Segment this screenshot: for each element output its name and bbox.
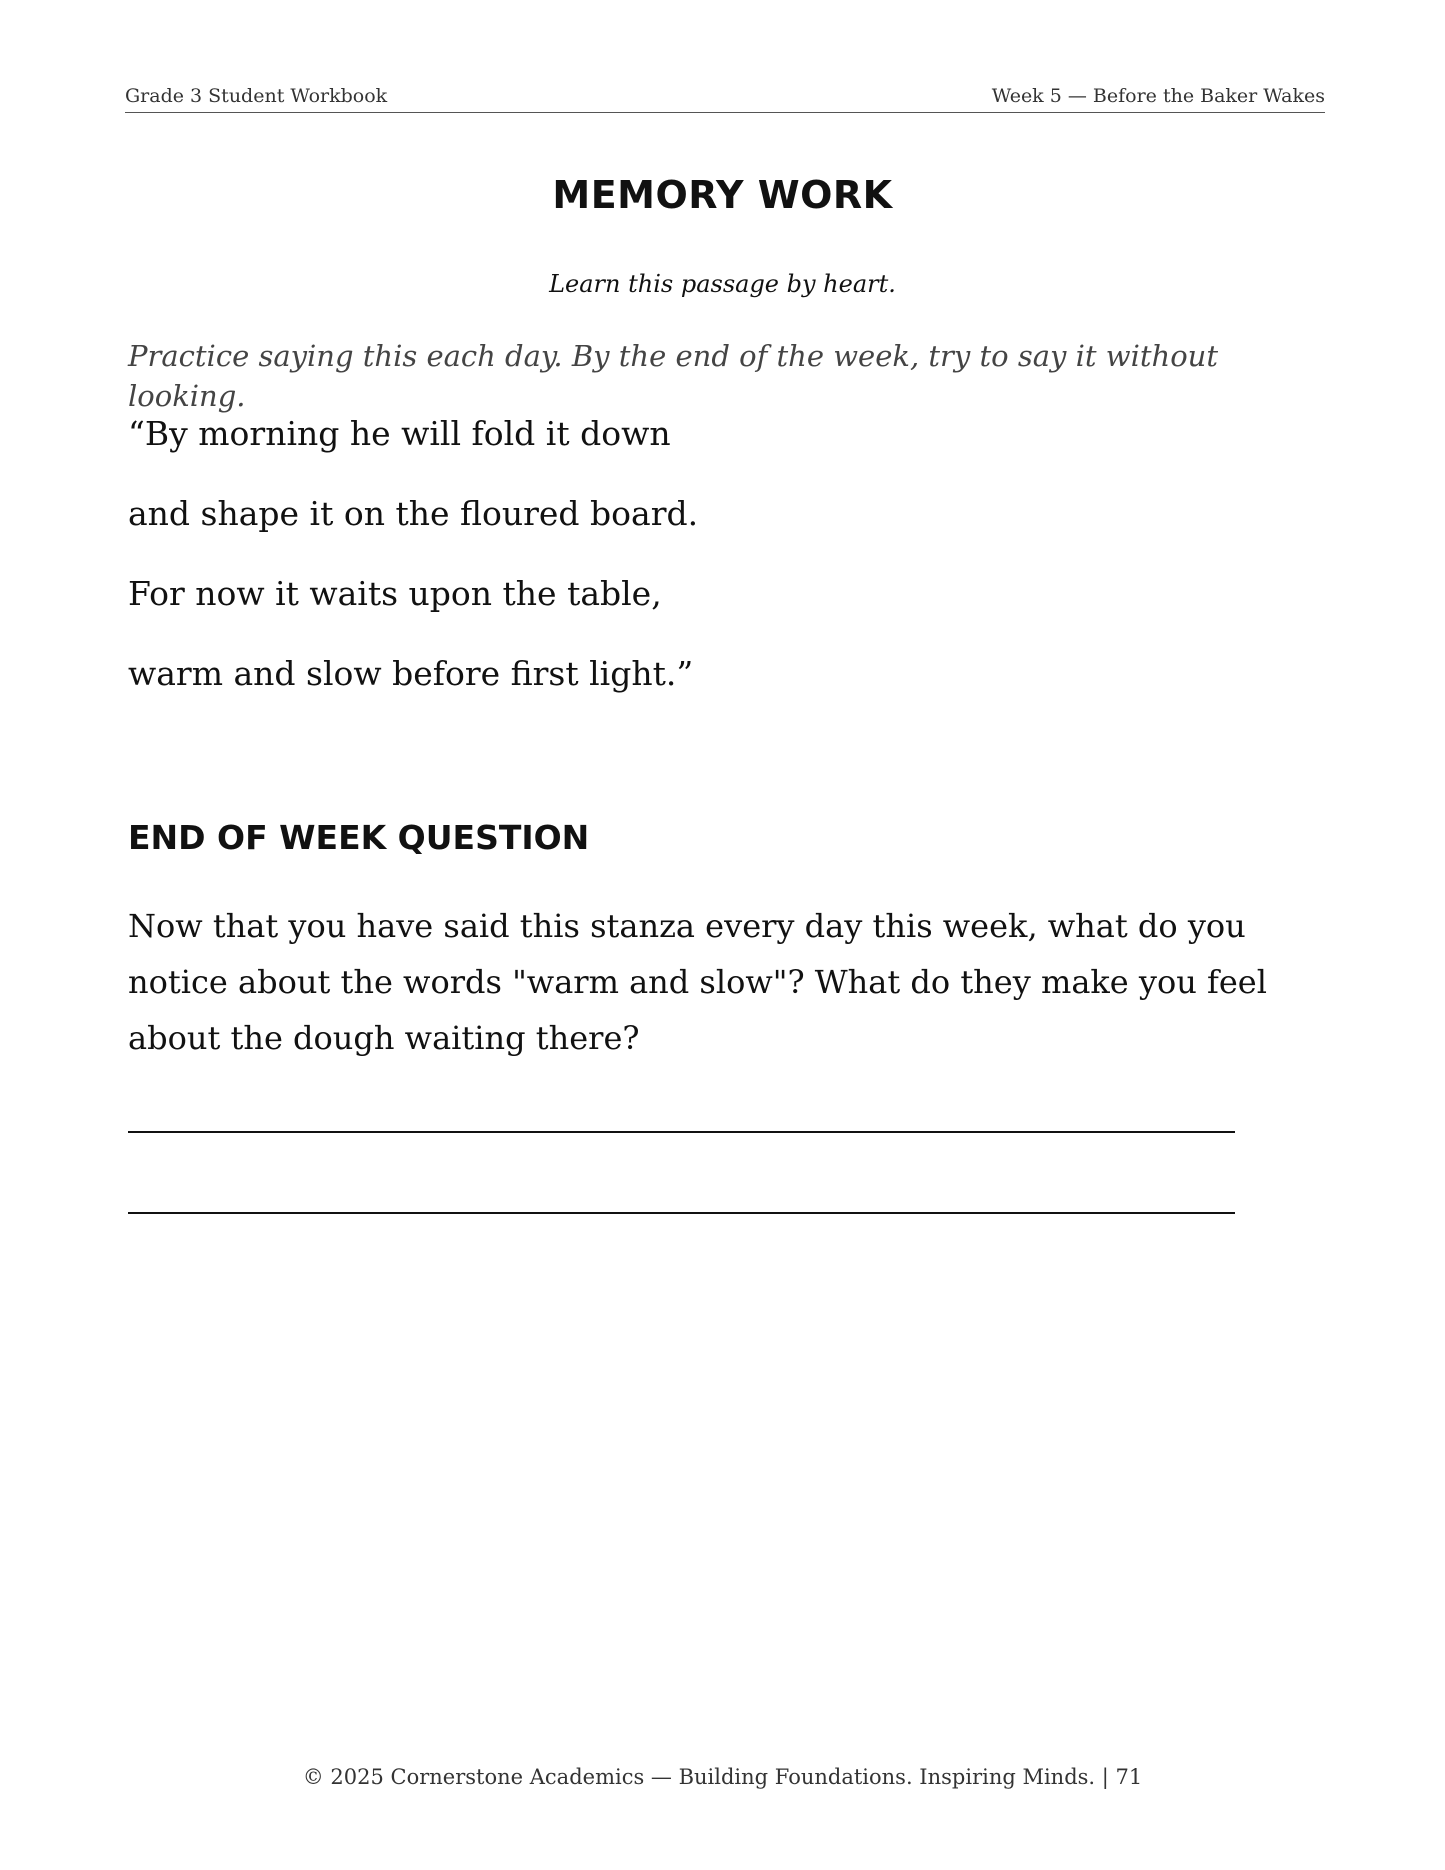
answer-line[interactable] xyxy=(128,1131,1235,1133)
memory-work-subtitle: Learn this passage by heart. xyxy=(549,270,896,298)
page-header xyxy=(125,82,1325,113)
page-footer: © 2025 Cornerstone Academics — Building Foundations. Inspiring Minds. | 71 xyxy=(302,1765,1143,1789)
memory-work-instruction: Practice saying this each day. By the end of the week, try to say it without looking. xyxy=(128,339,1218,413)
poem-line: warm and slow before first light.” xyxy=(128,654,694,693)
end-of-week-question-text: Now that you have said this stanza every day this week, what do you notice about the words "warm and slow"? What do they make you feel about the dough waiting there? xyxy=(128,907,1267,1057)
header-workbook-title: Grade 3 Student Workbook xyxy=(125,85,388,107)
memory-work-title: MEMORY WORK xyxy=(552,173,893,217)
poem-line: For now it waits upon the table, xyxy=(128,574,662,613)
header-week-title: Week 5 — Before the Baker Wakes xyxy=(991,85,1325,107)
poem-line: and shape it on the floured board. xyxy=(128,494,699,533)
poem-line: “By morning he will fold it down xyxy=(128,414,671,453)
answer-line[interactable] xyxy=(128,1212,1235,1214)
end-of-week-question-heading: END OF WEEK QUESTION xyxy=(128,818,590,857)
